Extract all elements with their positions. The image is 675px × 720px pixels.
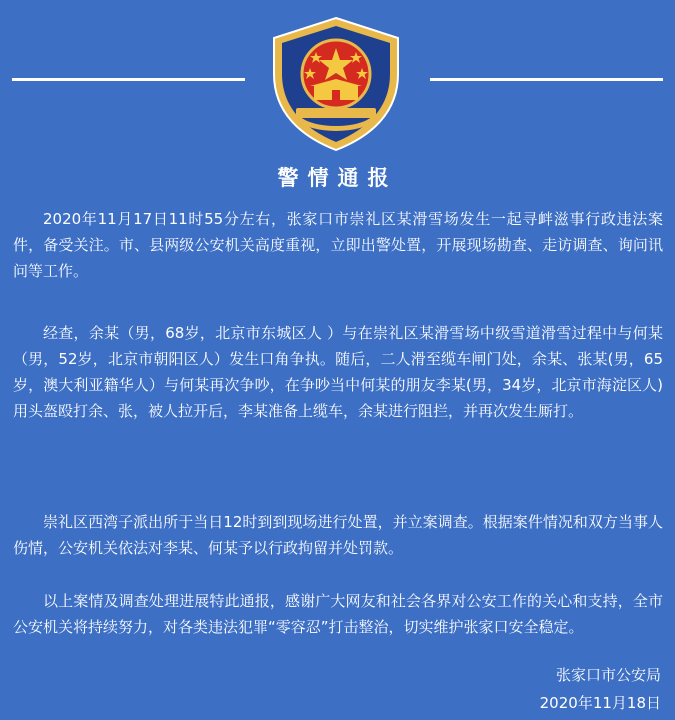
paragraph-2: 经查，余某（男，68岁，北京市东城区人 ）与在崇礼区某滑雪场中级雪道滑雪过程中与何某（男，52岁，北京市朝阳区人）发生口角争执。随后，二人滑至缆车闸门处，余某、张某(男，65岁，澳大利亚籍华人）与何某再次争吵，在争吵当中何某的朋友李某(男，34岁，北京市海淀区人)用头盔殴打余、张，被人拉开后，李某准备上缆车，余某进行阻拦，并再次发生厮打。 [13,324,663,420]
right-divider [430,78,663,81]
paragraph-3: 崇礼区西湾子派出所于当日12时到到现场进行处置，并立案调查。根据案件情况和双方当事人伤情，公安机关依法对李某、何某予以行政拘留并处罚款。 [13,513,663,557]
signature-organization: 张家口市公安局 [555,666,661,684]
left-divider [12,78,245,81]
police-emblem-icon [262,16,410,152]
paragraph-1: 2020年11月17日11时55分左右，张家口市崇礼区某滑雪场发生一起寻衅滋事行政违法案件，备受关注。市、县两级公安机关高度重视，立即出警处置，开展现场勘查、走访调查、询问讯问等工作。 [13,210,663,280]
notice-title: 警情通报 [277,166,398,190]
signature-date: 2020年11月18日 [539,694,661,712]
paragraph-4: 以上案情及调查处理进展特此通报，感谢广大网友和社会各界对公安工作的关心和支持，全市公安机关将持续努力，对各类违法犯罪“零容忍”打击整治，切实维护张家口安全稳定。 [13,592,663,636]
